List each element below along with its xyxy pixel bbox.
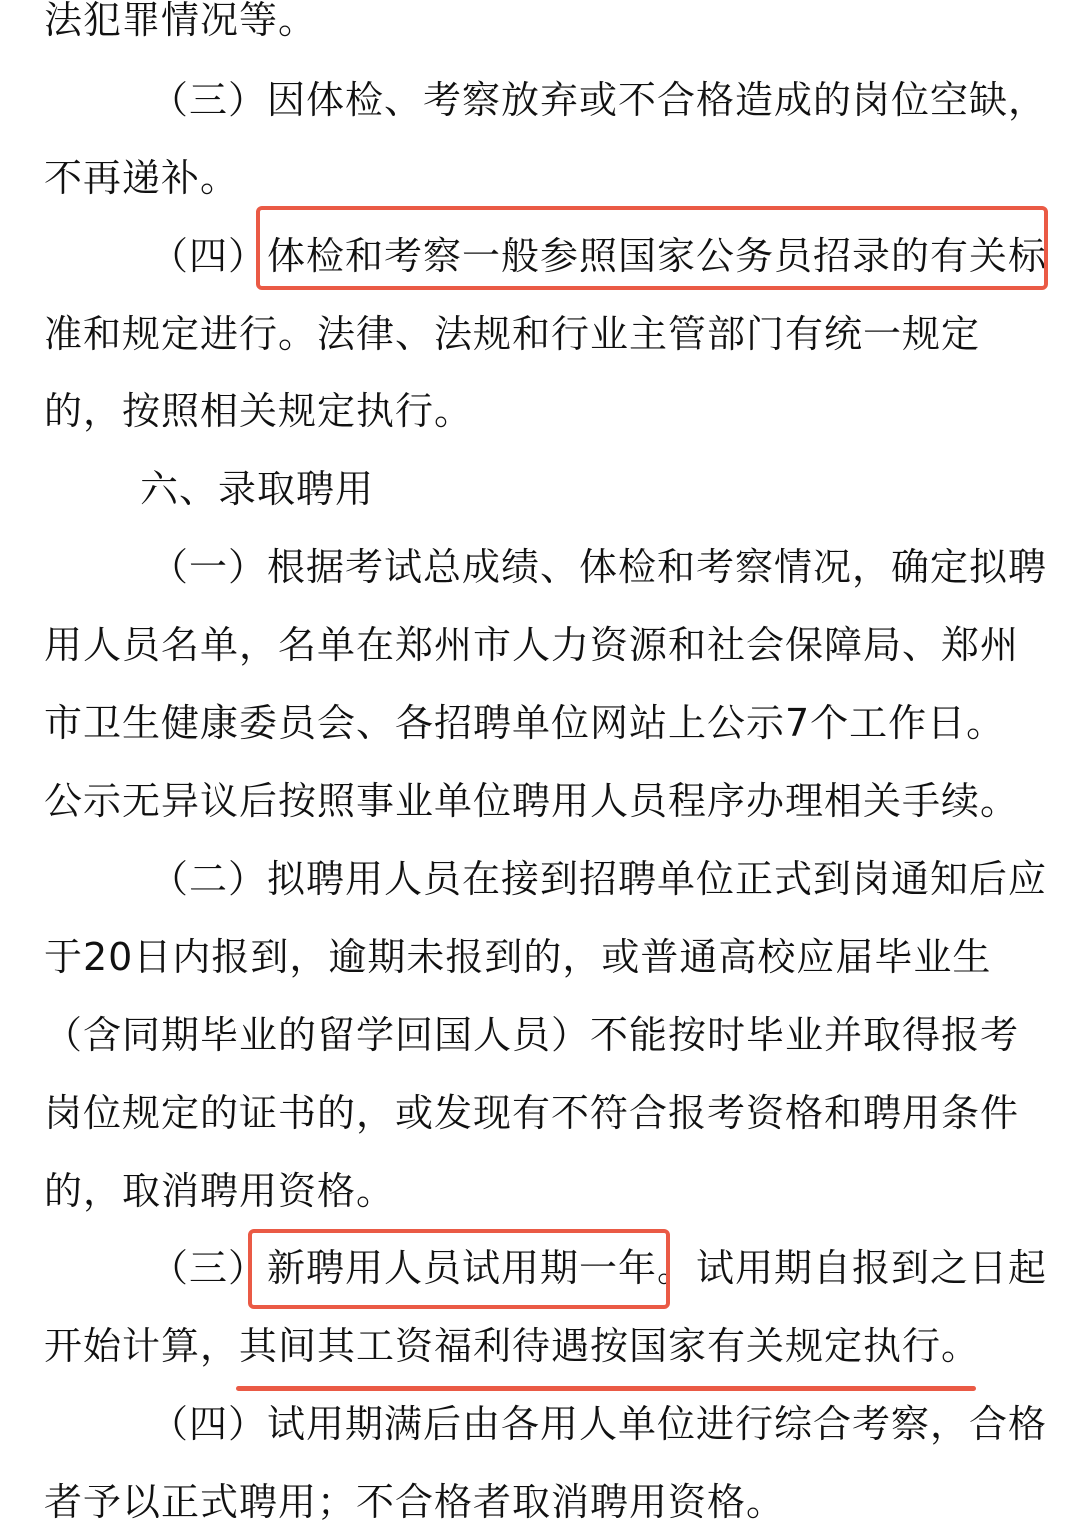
section-heading: 六、录取聘用: [140, 467, 375, 511]
text-line: 准和规定进行。法律、法规和行业主管部门有统一规定: [44, 312, 981, 356]
text-line: 开始计算，其间其工资福利待遇按国家有关规定执行。: [44, 1324, 981, 1368]
text-line: 的，按照相关规定执行。: [44, 389, 474, 433]
text-line: （四）试用期满后由各用人单位进行综合考察，合格: [150, 1402, 1048, 1446]
text-line: （二）拟聘用人员在接到招聘单位正式到岗通知后应: [150, 857, 1048, 901]
text-line: （四）体检和考察一般参照国家公务员招录的有关标: [150, 234, 1048, 278]
text-line: 公示无异议后按照事业单位聘用人员程序办理相关手续。: [44, 779, 1020, 823]
text-line: 岗位规定的证书的，或发现有不符合报考资格和聘用条件: [44, 1091, 1020, 1135]
text-line: 于20日内报到，逾期未报到的，或普通高校应届毕业生: [44, 935, 992, 979]
highlight-underline: [236, 1386, 976, 1391]
text-line: （三）因体检、考察放弃或不合格造成的岗位空缺，: [150, 78, 1048, 122]
text-line: 市卫生健康委员会、各招聘单位网站上公示7个工作日。: [44, 701, 1006, 745]
text-line: 者予以正式聘用；不合格者取消聘用资格。: [44, 1480, 786, 1524]
text-line: （三）新聘用人员试用期一年。试用期自报到之日起: [150, 1246, 1048, 1290]
text-line: 不再递补。: [44, 156, 240, 200]
text-line: （一）根据考试总成绩、体检和考察情况，确定拟聘: [150, 545, 1048, 589]
highlight-box: [256, 206, 1048, 290]
text-line: 的，取消聘用资格。: [44, 1169, 396, 1213]
text-line: 用人员名单，名单在郑州市人力资源和社会保障局、郑州: [44, 623, 1020, 667]
text-line: （含同期毕业的留学回国人员）不能按时毕业并取得报考: [44, 1013, 1020, 1057]
text-line: 法犯罪情况等。: [44, 0, 318, 42]
highlight-box: [248, 1229, 670, 1309]
